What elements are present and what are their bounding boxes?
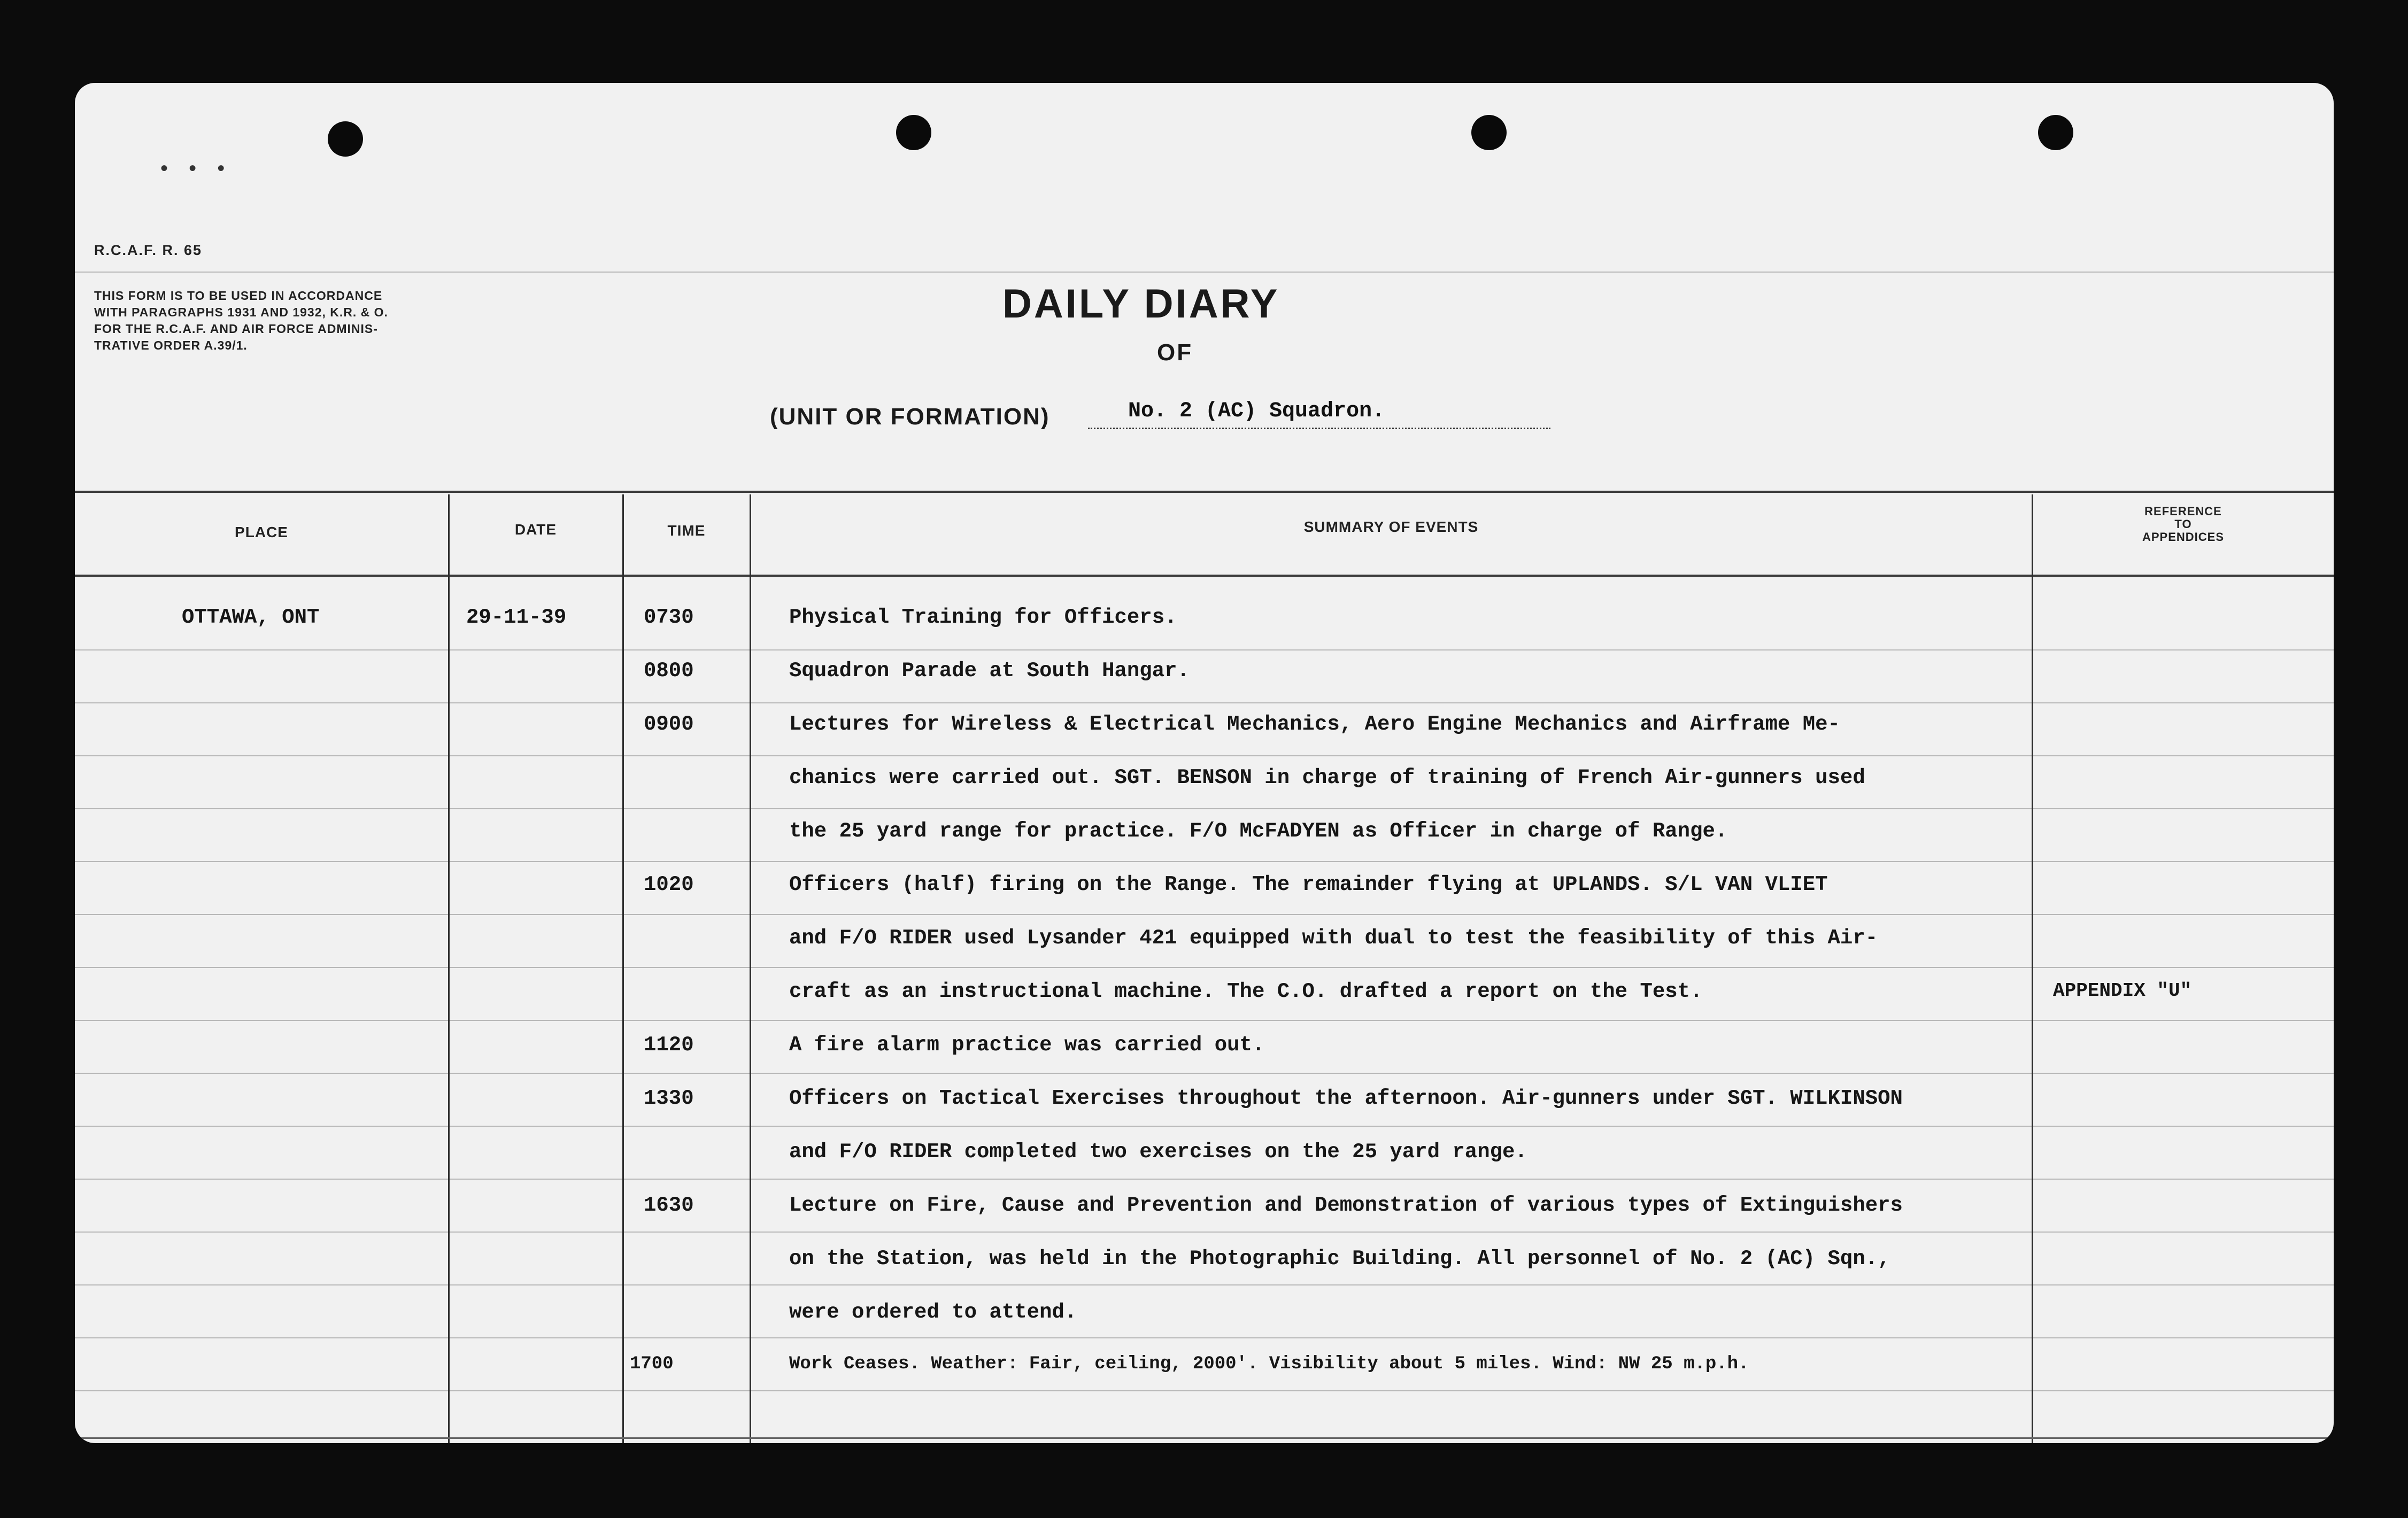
ruled-line [75,1390,2334,1391]
entry-time: 1330 [644,1087,694,1110]
ruled-line [75,1337,2334,1338]
column-rule [448,494,450,1443]
summary-line: the 25 yard range for practice. F/O McFADYEN as Officer in charge of Range. [789,819,1728,843]
summary-line: Squadron Parade at South Hangar. [789,659,1190,683]
header-summary: SUMMARY OF EVENTS [1303,518,1479,535]
entry-time: 0900 [644,712,694,736]
summary-line: Physical Training for Officers. [789,606,1177,629]
entry-time: 1020 [644,873,694,896]
summary-line: on the Station, was held in the Photographic Building. All personnel of No. 2 (AC) Sqn., [789,1247,1890,1271]
column-rule [2032,494,2033,1443]
unit-value: No. 2 (AC) Squadron. [1088,399,1550,429]
header-reference-line: REFERENCE [2144,505,2222,518]
punch-hole [328,121,363,157]
ruled-line [75,649,2334,650]
ruled-line [75,1179,2334,1180]
summary-line: were ordered to attend. [789,1300,1077,1324]
entry-time: 1700 [630,1354,674,1374]
appendix-reference: APPENDIX "U" [2053,980,2192,1002]
summary-line: A fire alarm practice was carried out. [789,1033,1265,1057]
punch-hole [1471,115,1507,150]
summary-line: craft as an instructional machine. The C.O. drafted a report on the Test. [789,980,1703,1003]
entry-time: 0730 [644,606,694,629]
table-top-rule [75,491,2334,493]
header-time: TIME [667,522,706,539]
ruled-line [75,755,2334,756]
header-place: PLACE [235,524,288,540]
entry-date: 29-11-39 [466,606,567,629]
summary-line: chanics were carried out. SGT. BENSON in charge of training of French Air-gunners used [789,766,1865,789]
summary-line: Officers on Tactical Exercises throughout the afternoon. Air-gunners under SGT. WILKINSON [789,1087,1903,1110]
column-rule [750,494,751,1443]
summary-line: Work Ceases. Weather: Fair, ceiling, 2000'. Visibility about 5 miles. Wind: NW 25 m.p.h. [789,1354,1749,1374]
ruled-line [75,1284,2334,1285]
ruled-line [75,702,2334,703]
column-rule [622,494,624,1443]
ruled-line [75,1232,2334,1233]
entry-time: 1120 [644,1033,694,1057]
header-date: DATE [514,521,557,538]
of-label: OF [1157,339,1193,366]
entry-time: 0800 [644,659,694,683]
decorative-dots: • • • [160,157,233,180]
ruled-line [75,967,2334,968]
ruled-line [75,1073,2334,1074]
instruction-line: TRATIVE ORDER A.39/1. [94,338,248,352]
form-number: R.C.A.F. R. 65 [94,242,203,258]
summary-line: Lecture on Fire, Cause and Prevention and Demonstration of various types of Extinguishers [789,1194,1903,1217]
summary-line: and F/O RIDER used Lysander 421 equipped with dual to test the feasibility of this Air- [789,926,1878,950]
instruction-line: THIS FORM IS TO BE USED IN ACCORDANCE [94,289,383,303]
diary-card [75,83,2334,1443]
summary-line: Lectures for Wireless & Electrical Mechanics, Aero Engine Mechanics and Airframe Me- [789,712,1840,736]
punch-hole [2038,115,2073,150]
ruled-line [75,1020,2334,1021]
entry-time: 1630 [644,1194,694,1217]
summary-line: Officers (half) firing on the Range. The remainder flying at UPLANDS. S/L VAN VLIET [789,873,1828,896]
header-reference-line: APPENDICES [2142,530,2225,544]
instruction-line: WITH PARAGRAPHS 1931 AND 1932, K.R. & O. [94,305,388,319]
header-reference-line: TO [2174,517,2192,531]
page-title: DAILY DIARY [1002,281,1280,327]
ruled-line [75,914,2334,915]
punch-hole [896,115,931,150]
header-reference [2033,505,2334,544]
form-instructions [94,288,532,354]
table-bottom-rule [75,1437,2334,1439]
summary-line: and F/O RIDER completed two exercises on the 25 yard range. [789,1140,1527,1164]
ruled-line [75,808,2334,809]
ruled-line [75,861,2334,862]
unit-label: (UNIT OR FORMATION) [770,404,1050,430]
ruled-line [75,1126,2334,1127]
table-header-rule [75,575,2334,577]
instruction-line: FOR THE R.C.A.F. AND AIR FORCE ADMINIS- [94,322,378,336]
header-rule [75,272,2334,273]
entry-place: OTTAWA, ONT [182,606,320,629]
